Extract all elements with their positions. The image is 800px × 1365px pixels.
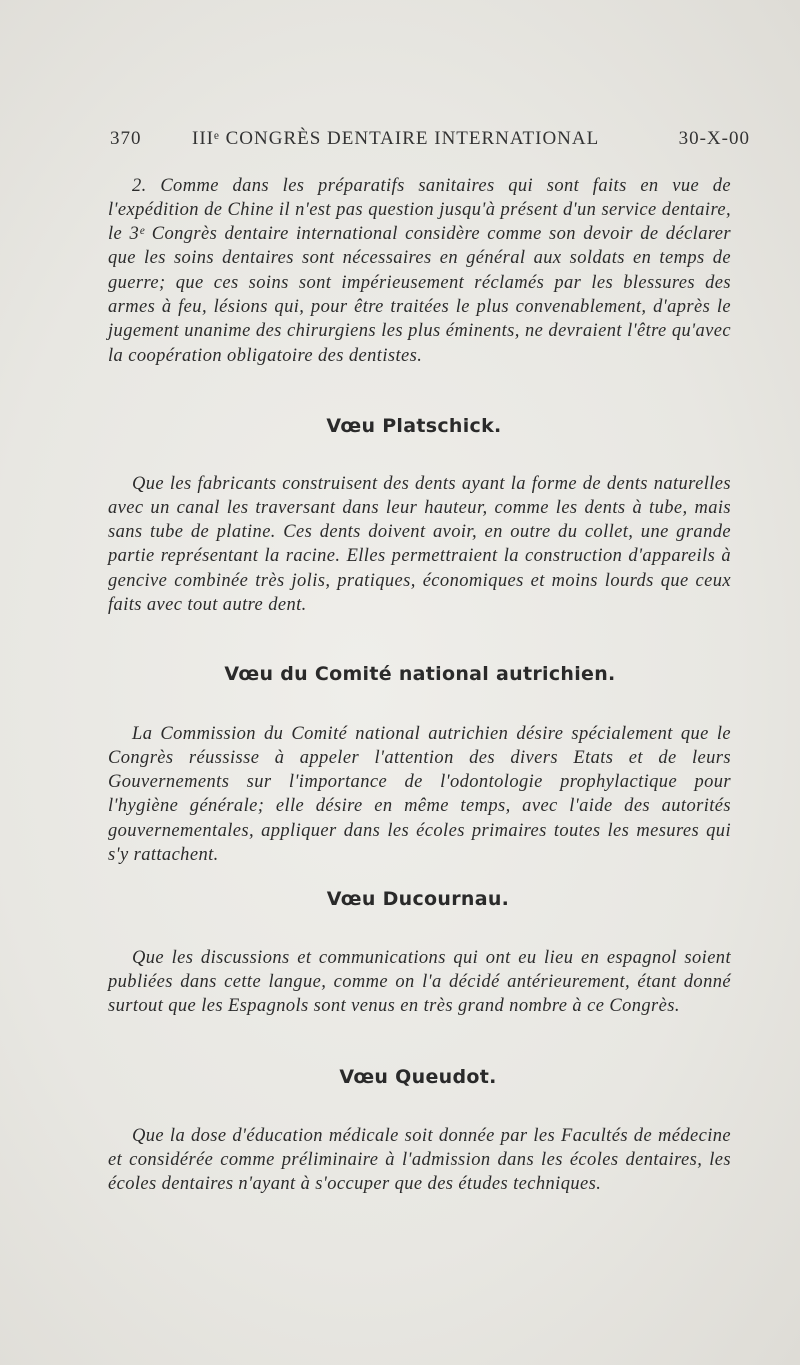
heading-voeu-comite-autrichien: Vœu du Comité national autrichien. — [224, 663, 616, 685]
paragraph-resolution-2 — [108, 174, 731, 368]
paragraph-voeu-comite-autrichien — [108, 722, 731, 868]
page-number: 370 — [110, 128, 142, 149]
heading-voeu-ducournau: Vœu Ducournau. — [326, 888, 510, 910]
paragraph-text: Que les discussions et communications qui ont eu lieu en espagnol soient publiées dans cette langue, comme on l'a décidé antérieurement, étant donné surtout que les Espagnols sont venus en très grand nombre à ce Congrès. — [108, 947, 731, 1017]
paragraph-voeu-queudot — [108, 1124, 731, 1197]
paragraph-text: La Commission du Comité national autrichien désire spécialement que le Congrès réussisse à appeler l'attention des divers Etats et de leurs Gouvernements sur l'importance de l'odontologie prophylactique pour l'hygiène générale; elle désire en même temps, avec l'aide des autorités gouvernementales, appliquer dans les écoles primaires toutes les mesures qui s'y rattachent. — [108, 723, 731, 865]
paragraph-text: Que la dose d'éducation médicale soit donnée par les Facultés de médecine et considérée comme préliminaire à l'admission dans les écoles dentaires, les écoles dentaires n'ayant à s'occuper que des études techniques. — [108, 1125, 731, 1195]
running-date: 30-X-00 — [678, 128, 750, 149]
paragraph-voeu-ducournau — [108, 946, 731, 1019]
heading-voeu-queudot: Vœu Queudot. — [339, 1066, 497, 1088]
paragraph-text: Que les fabricants construisent des dents ayant la forme de dents naturelles avec un canal les traversant dans leur hauteur, comme les dents à tube, mais sans tube de platine. Ces dents doivent avoir, en outre du collet, une grande partie représentant la racine. Elles permettraient la construction d'appareils à gencive combinée très jolis, pratiques, économiques et moins lourds que ceux faits avec tout autre dent. — [108, 473, 731, 615]
running-head — [110, 128, 750, 152]
heading-voeu-platschick: Vœu Platschick. — [326, 415, 502, 437]
running-title: IIIᵉ CONGRÈS DENTAIRE INTERNATIONAL — [192, 128, 600, 149]
paragraph-text: 2. Comme dans les préparatifs sanitaires qui sont faits en vue de l'expédition de Chine il n'est pas question jusqu'à présent d'un service dentaire, le 3ᵉ Congrès dentaire international considère comme son devoir de déclarer que les soins dentaires sont nécessaires en général aux soldats en temps de guerre; que ces soins sont impérieusement réclamés par les blessures des armes à feu, lésions qui, pour être traitées le plus convenablement, d'après le jugement unanime des chirurgiens les plus éminents, ne devraient l'être qu'avec la coopération obligatoire des dentistes. — [108, 175, 731, 366]
paragraph-voeu-platschick — [108, 472, 731, 618]
